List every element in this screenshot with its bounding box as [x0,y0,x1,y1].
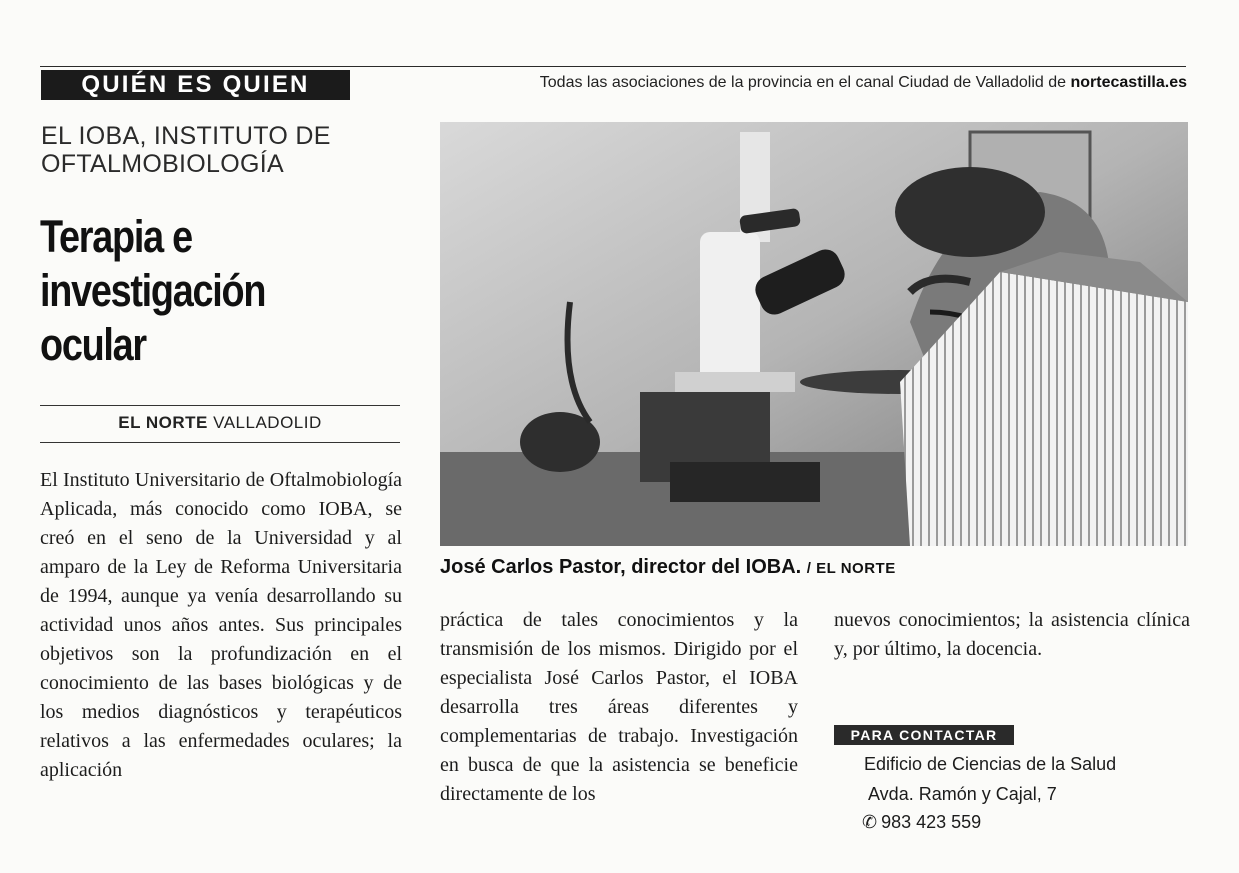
byline [40,413,400,433]
caption-text: José Carlos Pastor, director del IOBA. [440,556,802,578]
photo-caption [440,556,896,579]
contact-label: PARA CONTACTAR [834,725,1014,745]
byline-place: VALLADOLID [213,413,322,432]
contact-phone-line [862,812,981,833]
phone-icon: ✆ [862,812,878,832]
channel-text: Todas las asociaciones de la provincia en el canal Ciudad de Valladolid de [539,74,1067,91]
section-tag: QUIÉN ES QUIEN [41,70,350,100]
byline-rule-top [40,405,400,406]
article-headline: Terapia e investigación ocular [40,211,266,370]
article-photo [440,122,1188,546]
top-rule [40,66,1186,67]
body-column-1: El Instituto Universitario de Oftalmobiología Aplicada, más conocido como IOBA, se creó en el seno de la Universidad y al amparo de la Ley de Reforma Universitaria de 1994, aunque ya venía desarrollando su actividad unos años antes. Sus principales objetivos son la profundización en el conocimiento de las bases biológicas y de los medios diagnósticos y terapéuticos relativos a las enfermedades oculares; la aplicación [40,469,402,781]
contact-address: Avda. Ramón y Cajal, 7 [868,784,1057,804]
contact-building: Edificio de Ciencias de la Salud [864,754,1117,774]
channel-site: nortecastilla.es [1070,74,1187,91]
article-kicker: EL IOBA, INSTITUTO DE OFTALMOBIOLOGÍA [41,122,331,178]
channel-promo [540,74,1187,92]
byline-rule-bottom [40,442,400,443]
microscope-photo-illustration [440,122,1188,546]
body-column-2: práctica de tales conocimientos y la transmisión de los mismos. Dirigido por el especialista José Carlos Pastor, el IOBA desarrolla tres áreas diferentes y complementarias de trabajo. Investigación en busca de que la asistencia se beneficie directamente de los [440,609,798,805]
byline-source: EL NORTE [118,413,208,432]
contact-phone: 983 423 559 [881,812,982,832]
body-column-3: nuevos conocimientos; la asistencia clínica y, por último, la docencia. [834,609,1190,660]
caption-credit: / EL NORTE [806,560,896,577]
